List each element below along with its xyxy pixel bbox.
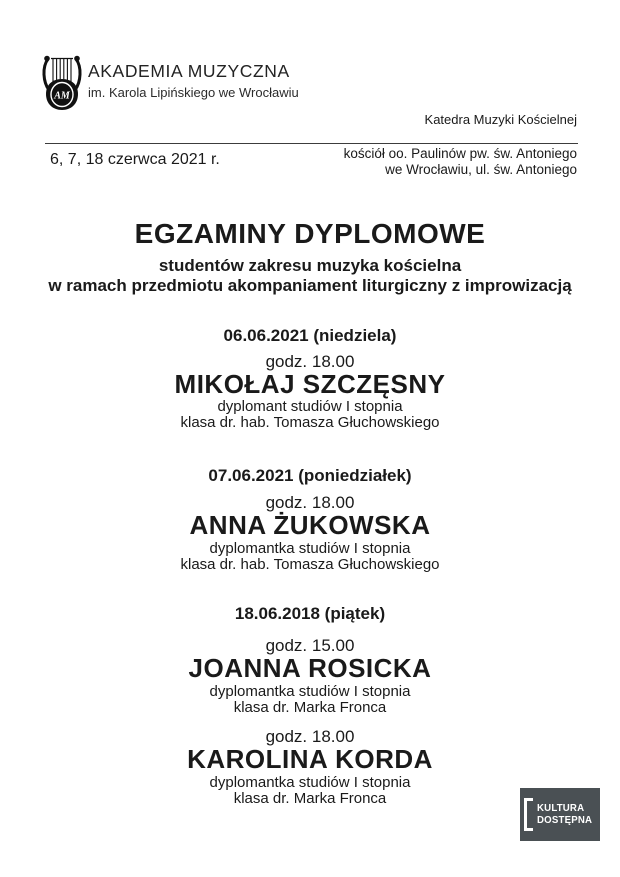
student-name: ANNA ŻUKOWSKA [189, 510, 431, 540]
kultura-dostepna-logo [520, 788, 600, 841]
session-date: 06.06.2021 (niedziela) [223, 326, 397, 345]
department-name: Katedra Muzyki Kościelnej [424, 112, 577, 127]
student-class: klasa dr. Marka Fronca [233, 790, 387, 807]
student-class: klasa dr. Marka Fronca [233, 699, 387, 716]
academy-name: AKADEMIA MUZYCZNA [88, 61, 290, 81]
student-degree: dyplomantka studiów I stopnia [209, 683, 411, 700]
exam-time: godz. 15.00 [265, 636, 355, 655]
venue-address [344, 146, 577, 177]
student-name: MIKOŁAJ SZCZĘSNY [174, 369, 446, 399]
exam-time: godz. 18.00 [265, 493, 355, 512]
event-dates: 6, 7, 18 czerwca 2021 r. [50, 151, 220, 168]
academy-header [88, 61, 299, 100]
session-date: 18.06.2018 (piątek) [234, 604, 386, 623]
kd-line2: DOSTĘPNA [536, 813, 592, 826]
page-subtitle-2: w ramach przedmiotu akompaniament liturgiczny z improwizacją [48, 276, 572, 295]
academy-subtitle: im. Karola Lipińskiego we Wrocławiu [88, 85, 299, 100]
student-degree: dyplomantka studiów I stopnia [209, 774, 411, 791]
student-name: JOANNA ROSICKA [188, 653, 432, 683]
student-class: klasa dr. hab. Tomasza Głuchowskiego [180, 556, 440, 573]
lyre-monogram: AM [54, 90, 70, 102]
academy-logo [40, 54, 84, 117]
student-name: KAROLINA KORDA [187, 744, 433, 774]
venue-line1: kościół oo. Paulinów pw. św. Antoniego [343, 146, 577, 161]
page-title: EGZAMINY DYPLOMOWE [134, 218, 486, 249]
kd-line1: KULTURA [536, 802, 584, 814]
exam-time: godz. 18.00 [265, 352, 355, 371]
student-class: klasa dr. hab. Tomasza Głuchowskiego [180, 414, 440, 431]
exam-time: godz. 18.00 [265, 727, 355, 746]
session-date: 07.06.2021 (poniedziałek) [208, 466, 412, 485]
lyre-icon [40, 54, 84, 112]
header-divider [45, 143, 578, 144]
student-degree: dyplomant studiów I stopnia [217, 398, 403, 415]
kultura-dostepna-text [537, 803, 592, 826]
bracket-icon [524, 798, 533, 831]
page-subtitle-1: studentów zakresu muzyka kościelna [158, 256, 462, 275]
student-degree: dyplomantka studiów I stopnia [209, 540, 411, 557]
venue-line2: we Wrocławiu, ul. św. Antoniego [385, 161, 577, 177]
